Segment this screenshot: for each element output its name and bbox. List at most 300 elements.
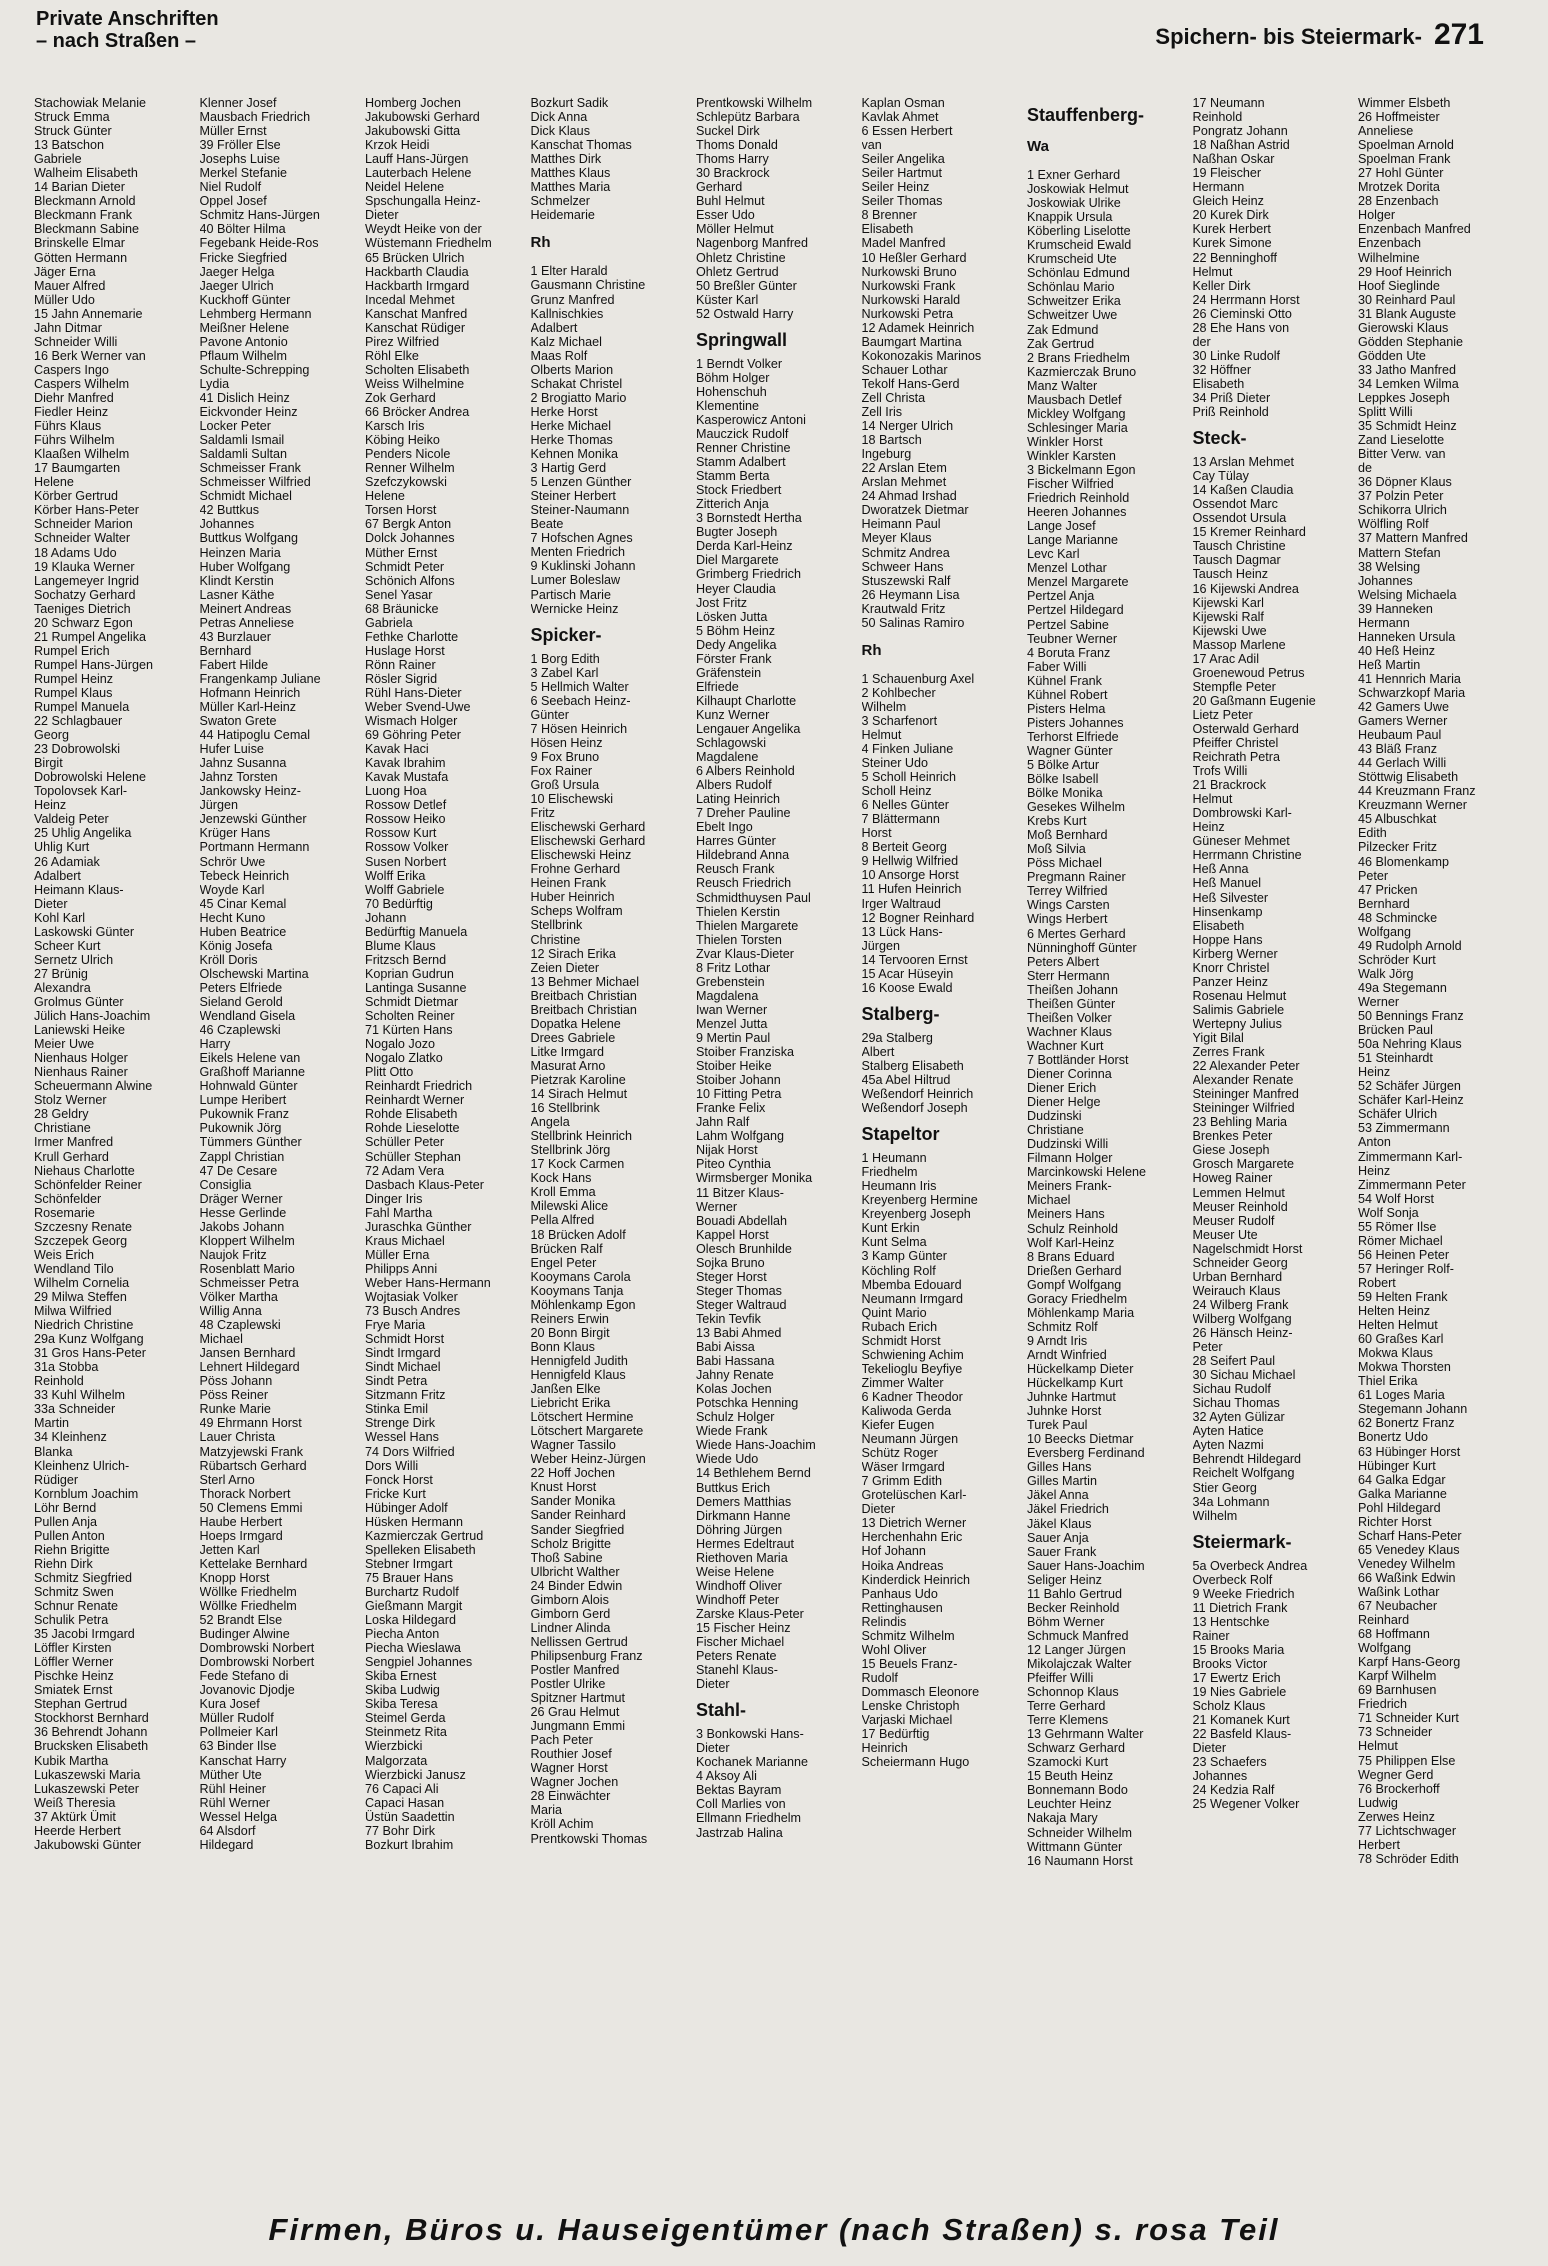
directory-entry: Pietzrak Karoline bbox=[530, 1073, 626, 1087]
directory-entry: 7 Bottländer Horst bbox=[1027, 1052, 1129, 1067]
directory-entry: Steimel Gerda bbox=[365, 1711, 446, 1726]
directory-entry: Hohenschuh bbox=[696, 384, 767, 399]
directory-entry: Behrendt Hildegard bbox=[1192, 1452, 1302, 1467]
directory-entry: Ayten Nazmi bbox=[1192, 1438, 1264, 1453]
directory-entry: Luong Hoa bbox=[365, 784, 427, 799]
directory-entry: Grebenstein bbox=[696, 974, 765, 989]
directory-entry: Bouadi Abdellah bbox=[696, 1213, 788, 1228]
directory-entry: Breitbach Christian bbox=[530, 1002, 637, 1017]
directory-entry: 7 Hösen Heinrich bbox=[530, 721, 628, 736]
directory-entry: Schmidt Horst bbox=[365, 1332, 445, 1347]
directory-entry: Jahny Renate bbox=[696, 1368, 774, 1383]
directory-entry: de bbox=[1358, 461, 1373, 476]
directory-entry: Hübinger Adolf bbox=[365, 1500, 448, 1515]
directory-entry: Schmitz Hans-Jürgen bbox=[199, 208, 320, 223]
directory-entry: Bleckmann Frank bbox=[34, 208, 132, 223]
directory-entry: Kanschat Rüdiger bbox=[365, 320, 466, 335]
directory-entry: Grunz Manfred bbox=[530, 292, 615, 307]
directory-entry: Müller Udo bbox=[34, 292, 95, 307]
directory-entry: Kettelake Bernhard bbox=[199, 1556, 308, 1571]
directory-entry: 26 Adamiak bbox=[34, 854, 100, 869]
directory-entry: Groenewoud Petrus bbox=[1192, 665, 1305, 680]
directory-entry: Herke Michael bbox=[530, 418, 611, 433]
directory-entry: Wachner Kurt bbox=[1027, 1038, 1104, 1053]
directory-entry: Steininger Wilfried bbox=[1192, 1101, 1295, 1116]
directory-entry: Tekin Tevfik bbox=[696, 1311, 761, 1326]
directory-entry: Merkel Stefanie bbox=[199, 166, 287, 181]
directory-entry: Peters Renate bbox=[696, 1649, 777, 1664]
directory-entry: 52 Ostwald Harry bbox=[696, 306, 794, 321]
directory-entry: Riehn Brigitte bbox=[34, 1542, 110, 1557]
directory-entry: Zeien Dieter bbox=[530, 960, 600, 975]
directory-entry: Krumscheid Ewald bbox=[1027, 238, 1132, 253]
directory-entry: 10 Elischewski bbox=[530, 792, 614, 807]
directory-entry: Rettinghausen bbox=[861, 1600, 943, 1615]
directory-entry: Zappl Christian bbox=[199, 1149, 285, 1164]
directory-entry: Kooymans Carola bbox=[530, 1269, 631, 1284]
directory-entry: Kunt Erkin bbox=[861, 1221, 920, 1236]
directory-entry: Weber Hans-Hermann bbox=[365, 1275, 491, 1290]
directory-entry: Langemeyer Ingrid bbox=[34, 573, 140, 588]
directory-entry: Skiba Ludwig bbox=[365, 1683, 440, 1698]
directory-entry: 75 Brauer Hans bbox=[365, 1570, 454, 1585]
directory-entry: 44 Gerlach Willi bbox=[1358, 756, 1447, 771]
directory-entry: Esser Udo bbox=[696, 208, 755, 223]
directory-entry: Elischewski Heinz bbox=[530, 848, 632, 863]
directory-entry: 5 Hellmich Walter bbox=[530, 679, 629, 694]
directory-entry: 10 Fitting Petra bbox=[696, 1087, 782, 1102]
directory-entry: Penders Nicole bbox=[365, 447, 451, 462]
street-heading: Springwall bbox=[696, 329, 788, 350]
directory-entry: Wagner Tassilo bbox=[530, 1438, 616, 1453]
directory-entry: Beate bbox=[530, 517, 564, 532]
directory-entry: Caspers Wilhelm bbox=[34, 376, 130, 391]
directory-entry: Neidel Helene bbox=[365, 180, 445, 195]
directory-entry: Zell Christa bbox=[861, 390, 926, 405]
directory-entry: 8 Brans Eduard bbox=[1027, 1249, 1115, 1264]
directory-entry: Jäger Erna bbox=[34, 264, 96, 279]
directory-entry: Herke Horst bbox=[530, 404, 598, 419]
directory-entry: 67 Bergk Anton bbox=[365, 517, 452, 532]
directory-entry: Nurkowski Frank bbox=[861, 278, 956, 293]
directory-entry: Terre Gerhard bbox=[1027, 1699, 1106, 1714]
directory-entry: Niel Rudolf bbox=[199, 180, 262, 195]
directory-entry: Lindner Alinda bbox=[530, 1620, 611, 1635]
directory-entry: 39 Fröller Else bbox=[199, 138, 281, 153]
directory-entry: Walk Jörg bbox=[1358, 966, 1414, 981]
directory-entry: Weßendorf Heinrich bbox=[861, 1087, 974, 1102]
directory-entry: 34 Priß Dieter bbox=[1192, 390, 1271, 405]
directory-entry: Schikorra Ulrich bbox=[1358, 503, 1447, 518]
directory-entry: 30 Brackrock bbox=[696, 166, 770, 181]
directory-entry: Eickvonder Heinz bbox=[199, 405, 298, 420]
directory-entry: Kröll Achim bbox=[530, 1817, 594, 1832]
directory-entry: Herrmann Christine bbox=[1192, 848, 1302, 863]
directory-entry: Nienhaus Holger bbox=[34, 1051, 128, 1066]
directory-entry: 33 Jatho Manfred bbox=[1358, 362, 1457, 377]
directory-entry: Spschungalla Heinz- bbox=[365, 194, 481, 209]
directory-entry: Plitt Otto bbox=[365, 1065, 414, 1080]
directory-entry: Rosenblatt Mario bbox=[199, 1261, 295, 1276]
directory-entry: 3 Bonkowski Hans- bbox=[696, 1727, 804, 1742]
directory-entry: Kuckhoff Günter bbox=[199, 292, 291, 307]
directory-entry: Schönfelder bbox=[34, 1191, 102, 1206]
directory-entry: Wüstemann Friedhelm bbox=[365, 236, 492, 251]
directory-entry: 13 Behmer Michael bbox=[530, 974, 639, 989]
directory-column bbox=[1027, 96, 1175, 2200]
directory-entry: Weßendorf Joseph bbox=[861, 1101, 968, 1116]
directory-entry: Kavak Mustafa bbox=[365, 770, 449, 785]
directory-entry: 32 Höffner bbox=[1192, 362, 1252, 377]
directory-entry: 9 Fox Bruno bbox=[530, 749, 600, 764]
directory-entry: 32 Ayten Gülizar bbox=[1192, 1410, 1285, 1425]
directory-entry: 59 Helten Frank bbox=[1358, 1289, 1448, 1304]
directory-entry: Wöllke Friedhelm bbox=[199, 1599, 297, 1614]
directory-entry: Sindt Michael bbox=[365, 1360, 441, 1375]
directory-entry: Rosenau Helmut bbox=[1192, 988, 1287, 1003]
directory-entry: Lahm Wolfgang bbox=[696, 1129, 784, 1144]
directory-entry: Nurkowski Petra bbox=[861, 306, 954, 321]
directory-entry: Tebeck Heinrich bbox=[199, 868, 290, 883]
directory-entry: Ayten Hatice bbox=[1192, 1424, 1264, 1439]
directory-entry: Seiler Heinz bbox=[861, 180, 930, 195]
directory-entry: 18 Bartsch bbox=[861, 433, 922, 448]
directory-entry: Lange Marianne bbox=[1027, 533, 1119, 548]
directory-entry: Böhm Holger bbox=[696, 370, 770, 385]
directory-entry: 14 Bethlehem Bernd bbox=[696, 1466, 811, 1481]
directory-entry: 12 Adamek Heinrich bbox=[861, 320, 975, 335]
directory-entry: Weber Svend-Uwe bbox=[365, 700, 471, 715]
directory-entry: Angela bbox=[530, 1115, 570, 1130]
directory-entry: 33a Schneider bbox=[34, 1402, 116, 1417]
directory-entry: Sichau Rudolf bbox=[1192, 1382, 1271, 1397]
directory-entry: Weirauch Klaus bbox=[1192, 1283, 1281, 1298]
directory-entry: 60 Graßes Karl bbox=[1358, 1332, 1444, 1347]
directory-entry: Schönlau Mario bbox=[1027, 280, 1115, 295]
directory-entry: Ohletz Christine bbox=[696, 250, 786, 265]
directory-entry: Engel Peter bbox=[530, 1255, 597, 1270]
directory-entry: Steger Horst bbox=[696, 1269, 767, 1284]
district-code: Wa bbox=[1027, 138, 1049, 155]
directory-entry: König Josefa bbox=[199, 938, 273, 953]
directory-entry: Lukaszewski Peter bbox=[34, 1781, 139, 1796]
directory-entry: Jäkel Klaus bbox=[1027, 1516, 1092, 1531]
directory-entry: Fiedler Heinz bbox=[34, 405, 109, 420]
directory-entry: Herchenhahn Eric bbox=[861, 1530, 963, 1545]
directory-entry: Schmitz Swen bbox=[34, 1584, 114, 1599]
directory-entry: Mauer Alfred bbox=[34, 278, 106, 293]
directory-entry: Kohl Karl bbox=[34, 910, 86, 925]
directory-entry: Bonertz Udo bbox=[1358, 1430, 1429, 1445]
directory-entry: Steger Waltraud bbox=[696, 1297, 787, 1312]
directory-entry: Wäser Irmgard bbox=[861, 1460, 945, 1475]
directory-entry: Skiba Teresa bbox=[365, 1697, 438, 1712]
directory-entry: Schweitzer Erika bbox=[1027, 294, 1121, 309]
directory-entry: Schlepütz Barbara bbox=[696, 110, 800, 125]
directory-entry: Schröder Kurt bbox=[1358, 952, 1436, 967]
directory-entry: Scheiermann Hugo bbox=[861, 1755, 970, 1770]
directory-entry: Elischewski Gerhard bbox=[530, 834, 646, 849]
directory-entry: Suckel Dirk bbox=[696, 124, 760, 139]
directory-entry: Lukaszewski Maria bbox=[34, 1767, 141, 1782]
directory-entry: Stockhorst Bernhard bbox=[34, 1711, 149, 1726]
directory-entry: Wolff Gabriele bbox=[365, 882, 445, 897]
directory-entry: 39 Hanneken bbox=[1358, 601, 1433, 616]
directory-entry: Faber Willi bbox=[1027, 659, 1087, 674]
directory-entry: 13 Hentschke bbox=[1192, 1614, 1270, 1629]
district-code: Rh bbox=[530, 234, 551, 252]
directory-entry: Gompf Wolfgang bbox=[1027, 1277, 1122, 1292]
directory-entry: Prentkowski Wilhelm bbox=[696, 96, 813, 110]
directory-entry: Adalbert bbox=[34, 868, 81, 883]
directory-entry: Scholten Elisabeth bbox=[365, 362, 470, 377]
directory-entry: Kunt Selma bbox=[861, 1235, 927, 1250]
directory-entry: Elisabeth bbox=[1192, 918, 1245, 933]
directory-entry: Hesse Gerlinde bbox=[199, 1205, 287, 1220]
directory-entry: Tekelioglu Beyfiye bbox=[861, 1361, 963, 1376]
directory-entry: Gesekes Wilhelm bbox=[1027, 800, 1125, 815]
directory-entry: 62 Bonertz Franz bbox=[1358, 1416, 1455, 1431]
directory-entry: Moß Bernhard bbox=[1027, 828, 1108, 843]
directory-entry: Taeniges Dietrich bbox=[34, 601, 131, 616]
directory-entry: 5 Scholl Heinrich bbox=[861, 770, 956, 785]
directory-entry: 22 Benninghoff bbox=[1192, 250, 1278, 265]
directory-entry: 78 Schröder Edith bbox=[1358, 1851, 1459, 1866]
directory-entry: 15 Brooks Maria bbox=[1192, 1642, 1285, 1657]
directory-entry: Stinka Emil bbox=[365, 1402, 428, 1417]
directory-entry: Lötschert Margarete bbox=[530, 1424, 644, 1439]
directory-entry: Pisters Helma bbox=[1027, 701, 1106, 716]
directory-entry: Schulz Holger bbox=[696, 1410, 775, 1425]
directory-entry: 35 Jacobi Irmgard bbox=[34, 1627, 135, 1642]
directory-entry: Bernhard bbox=[1358, 896, 1410, 911]
directory-entry: Pfeiffer Christel bbox=[1192, 736, 1279, 751]
directory-entry: Lange Josef bbox=[1027, 519, 1096, 534]
directory-entry: Döhring Jürgen bbox=[696, 1522, 783, 1537]
directory-entry: Albert bbox=[861, 1044, 895, 1059]
directory-entry: Jakubowski Gitta bbox=[365, 124, 461, 139]
directory-entry: Swaton Grete bbox=[199, 714, 277, 729]
directory-entry: Hanneken Ursula bbox=[1358, 629, 1456, 644]
directory-entry: 63 Binder Ilse bbox=[199, 1739, 277, 1754]
directory-entry: Helmut bbox=[1358, 1739, 1398, 1754]
directory-entry: Hinsenkamp bbox=[1192, 904, 1263, 919]
directory-entry: 21 Komanek Kurt bbox=[1192, 1713, 1290, 1728]
directory-entry: Rosemarie bbox=[34, 1205, 95, 1220]
directory-entry: Karpf Wilhelm bbox=[1358, 1669, 1437, 1684]
directory-entry: Müller Erna bbox=[365, 1247, 430, 1262]
directory-entry: Schnur Renate bbox=[34, 1599, 119, 1614]
directory-entry: Keller Dirk bbox=[1192, 278, 1251, 293]
directory-entry: Rösler Sigrid bbox=[365, 671, 438, 686]
directory-entry: 76 Capaci Ali bbox=[365, 1781, 439, 1796]
directory-entry: 44 Kreuzmann Franz bbox=[1358, 784, 1476, 799]
directory-entry: Wiede Hans-Joachim bbox=[696, 1438, 816, 1453]
directory-entry: Zand Lieselotte bbox=[1358, 433, 1445, 448]
header-section-title: Private Anschriften bbox=[36, 8, 219, 30]
directory-entry: Dolck Johannes bbox=[365, 531, 455, 546]
directory-entry: Wagner Günter bbox=[1027, 743, 1113, 758]
directory-entry: Rossow Volker bbox=[365, 840, 449, 855]
directory-entry: 56 Heinen Peter bbox=[1358, 1247, 1450, 1262]
directory-entry: Wolff Erika bbox=[365, 868, 426, 883]
directory-entry: Steger Thomas bbox=[696, 1283, 782, 1298]
directory-entry: Georg bbox=[34, 728, 70, 743]
directory-entry: Waßink Lothar bbox=[1358, 1584, 1440, 1599]
directory-entry: Janßen Elke bbox=[530, 1382, 601, 1397]
directory-entry: Helten Helmut bbox=[1358, 1318, 1438, 1333]
directory-entry: Loska Hildegard bbox=[365, 1613, 457, 1628]
directory-entry: Postler Ulrike bbox=[530, 1677, 606, 1692]
directory-entry: Blanka bbox=[34, 1444, 73, 1459]
directory-entry: 65 Venedey Klaus bbox=[1358, 1542, 1460, 1557]
directory-entry: Stebner Irmgart bbox=[365, 1556, 453, 1571]
directory-entry: Gödden Ute bbox=[1358, 348, 1426, 363]
directory-entry: Capaci Hasan bbox=[365, 1795, 445, 1810]
directory-entry: Masurat Arno bbox=[530, 1058, 606, 1073]
directory-entry: 11 Hufen Heinrich bbox=[861, 882, 962, 897]
directory-entry: Peters Elfriede bbox=[199, 980, 283, 995]
directory-entry: 25 Uhlig Angelika bbox=[34, 826, 132, 841]
directory-entry: Müller Karl-Heinz bbox=[199, 700, 297, 715]
directory-entry: Röhl Elke bbox=[365, 348, 419, 363]
directory-entry: 18 Brücken Adolf bbox=[530, 1227, 626, 1242]
directory-entry: 44 Hatipoglu Cemal bbox=[199, 728, 311, 743]
directory-entry: 30 Linke Rudolf bbox=[1192, 348, 1281, 363]
directory-entry: 19 Klauka Werner bbox=[34, 559, 135, 574]
directory-entry: Möhlenkamp Maria bbox=[1027, 1305, 1135, 1320]
directory-entry: Magdalene bbox=[696, 750, 759, 765]
directory-entry: 73 Busch Andres bbox=[365, 1304, 461, 1319]
directory-entry: 64 Galka Edgar bbox=[1358, 1472, 1446, 1487]
directory-entry: Rossow Heiko bbox=[365, 812, 446, 827]
directory-entry: Jankowsky Heinz- bbox=[199, 784, 301, 799]
directory-entry: Jakubowski Gerhard bbox=[365, 110, 480, 125]
directory-entry: 45 Cinar Kemal bbox=[199, 896, 287, 911]
directory-entry: Johannes bbox=[1192, 1769, 1248, 1784]
directory-entry: Kehnen Monika bbox=[530, 447, 619, 462]
directory-entry: Lauer Christa bbox=[199, 1430, 276, 1445]
directory-entry: Juraschka Günther bbox=[365, 1219, 472, 1234]
directory-entry: 36 Döpner Klaus bbox=[1358, 475, 1452, 490]
directory-entry: Kirberg Werner bbox=[1192, 946, 1278, 961]
directory-entry: Becker Reinhold bbox=[1027, 1600, 1120, 1615]
directory-entry: Gimborn Alois bbox=[530, 1592, 609, 1607]
directory-entry: Klindt Kerstin bbox=[199, 573, 274, 588]
directory-entry: Quint Mario bbox=[861, 1305, 927, 1320]
street-heading: Stauffenberg- bbox=[1027, 105, 1144, 125]
directory-entry: Iwan Werner bbox=[696, 1002, 768, 1017]
directory-entry: Karpf Hans-Georg bbox=[1358, 1655, 1461, 1670]
directory-entry: Meuser Ute bbox=[1192, 1227, 1258, 1242]
directory-entry: Panhaus Udo bbox=[861, 1586, 938, 1601]
street-heading: Steck- bbox=[1192, 428, 1247, 449]
directory-entry: Leppkes Joseph bbox=[1358, 390, 1450, 405]
directory-entry: 21 Rumpel Angelika bbox=[34, 629, 147, 644]
directory-entry: Jovanovic Djodje bbox=[199, 1683, 295, 1698]
street-heading: Spicker- bbox=[530, 624, 602, 645]
directory-entry: Thielen Margarete bbox=[696, 918, 799, 933]
directory-entry: Leuchter Heinz bbox=[1027, 1797, 1112, 1812]
directory-entry: 17 Arac Adil bbox=[1192, 651, 1260, 666]
directory-entry: Friedrich bbox=[1358, 1697, 1407, 1712]
directory-entry: Kubik Martha bbox=[34, 1753, 109, 1768]
directory-entry: Drießen Gerhard bbox=[1027, 1263, 1122, 1278]
directory-entry: Zok Gerhard bbox=[365, 390, 436, 405]
directory-entry: Dombrowski Norbert bbox=[199, 1655, 315, 1670]
directory-entry: Lantinga Susanne bbox=[365, 980, 467, 995]
directory-entry: Schäfer Ulrich bbox=[1358, 1107, 1438, 1122]
directory-entry: Krautwald Fritz bbox=[861, 601, 946, 616]
directory-entry: Heimann Paul bbox=[861, 517, 941, 532]
directory-entry: Schweitzer Uwe bbox=[1027, 308, 1118, 323]
directory-entry: Schakat Christel bbox=[530, 376, 623, 391]
directory-entry: Schüller Stephan bbox=[365, 1149, 461, 1164]
directory-entry: Trofs Willi bbox=[1192, 764, 1248, 779]
directory-entry: Milewski Alice bbox=[530, 1199, 609, 1214]
directory-entry: Piecha Anton bbox=[365, 1627, 440, 1642]
directory-entry: 16 Naumann Horst bbox=[1027, 1853, 1133, 1868]
directory-entry: Nakaja Mary bbox=[1027, 1811, 1098, 1826]
directory-entry: Lietz Peter bbox=[1192, 707, 1253, 722]
directory-entry: Gleich Heinz bbox=[1192, 194, 1264, 209]
directory-entry: Reichrath Petra bbox=[1192, 750, 1280, 765]
directory-entry: Meiners Frank- bbox=[1027, 1179, 1112, 1194]
directory-entry: Hoika Andreas bbox=[861, 1558, 944, 1573]
directory-column bbox=[1193, 96, 1341, 2200]
directory-entry: Dick Klaus bbox=[530, 124, 590, 139]
directory-entry: Hösen Heinz bbox=[530, 735, 603, 750]
directory-entry: Klementine bbox=[696, 398, 760, 413]
directory-entry: Lemmen Helmut bbox=[1192, 1185, 1285, 1200]
directory-entry: Wölfling Rolf bbox=[1358, 517, 1429, 532]
directory-entry: Reichelt Wolfgang bbox=[1192, 1466, 1295, 1481]
directory-entry: 10 Heßler Gerhard bbox=[861, 250, 967, 265]
directory-entry: Brinskelle Elmar bbox=[34, 236, 125, 251]
directory-entry: Hückelkamp Kurt bbox=[1027, 1376, 1123, 1391]
directory-entry: Rühl Hans-Dieter bbox=[365, 685, 462, 700]
directory-entry: Szefczykowski bbox=[365, 475, 447, 490]
directory-entry: 33 Kuhl Wilhelm bbox=[34, 1388, 125, 1403]
directory-entry: Wilhelmine bbox=[1358, 250, 1420, 265]
directory-entry: Scharf Hans-Peter bbox=[1358, 1528, 1462, 1543]
directory-entry: 12 Langer Jürgen bbox=[1027, 1642, 1126, 1657]
directory-entry: Menzel Margarete bbox=[1027, 575, 1129, 590]
directory-entry: Stoiber Heike bbox=[696, 1059, 772, 1074]
directory-entry: Heinz bbox=[1358, 1163, 1391, 1178]
directory-entry: Wolf Sonja bbox=[1358, 1205, 1419, 1220]
directory-entry: Johann bbox=[365, 910, 407, 925]
directory-entry: Schmeisser Petra bbox=[199, 1275, 299, 1290]
directory-entry: 36 Behrendt Johann bbox=[34, 1725, 148, 1740]
directory-entry: 26 Hoffmeister bbox=[1358, 110, 1440, 125]
directory-entry: Oppel Josef bbox=[199, 194, 267, 209]
directory-entry: Güneser Mehmet bbox=[1192, 834, 1290, 849]
directory-entry: Meuser Reinhold bbox=[1192, 1199, 1288, 1214]
directory-entry: Lumer Boleslaw bbox=[530, 573, 621, 588]
directory-entry: Mauczick Rudolf bbox=[696, 426, 789, 441]
directory-entry: Stachowiak Melanie bbox=[34, 96, 147, 110]
directory-entry: Heß Silvester bbox=[1192, 890, 1269, 905]
directory-entry: 19 Nies Gabriele bbox=[1192, 1685, 1287, 1700]
directory-entry: Heubaum Paul bbox=[1358, 728, 1442, 743]
directory-entry: Christine bbox=[530, 932, 581, 947]
directory-entry: 22 Hoff Jochen bbox=[530, 1466, 615, 1481]
directory-entry: Matthes Klaus bbox=[530, 166, 611, 181]
directory-column bbox=[34, 96, 182, 2200]
directory-entry: 35 Schmidt Heinz bbox=[1358, 419, 1457, 434]
directory-entry: Turek Paul bbox=[1027, 1418, 1088, 1433]
